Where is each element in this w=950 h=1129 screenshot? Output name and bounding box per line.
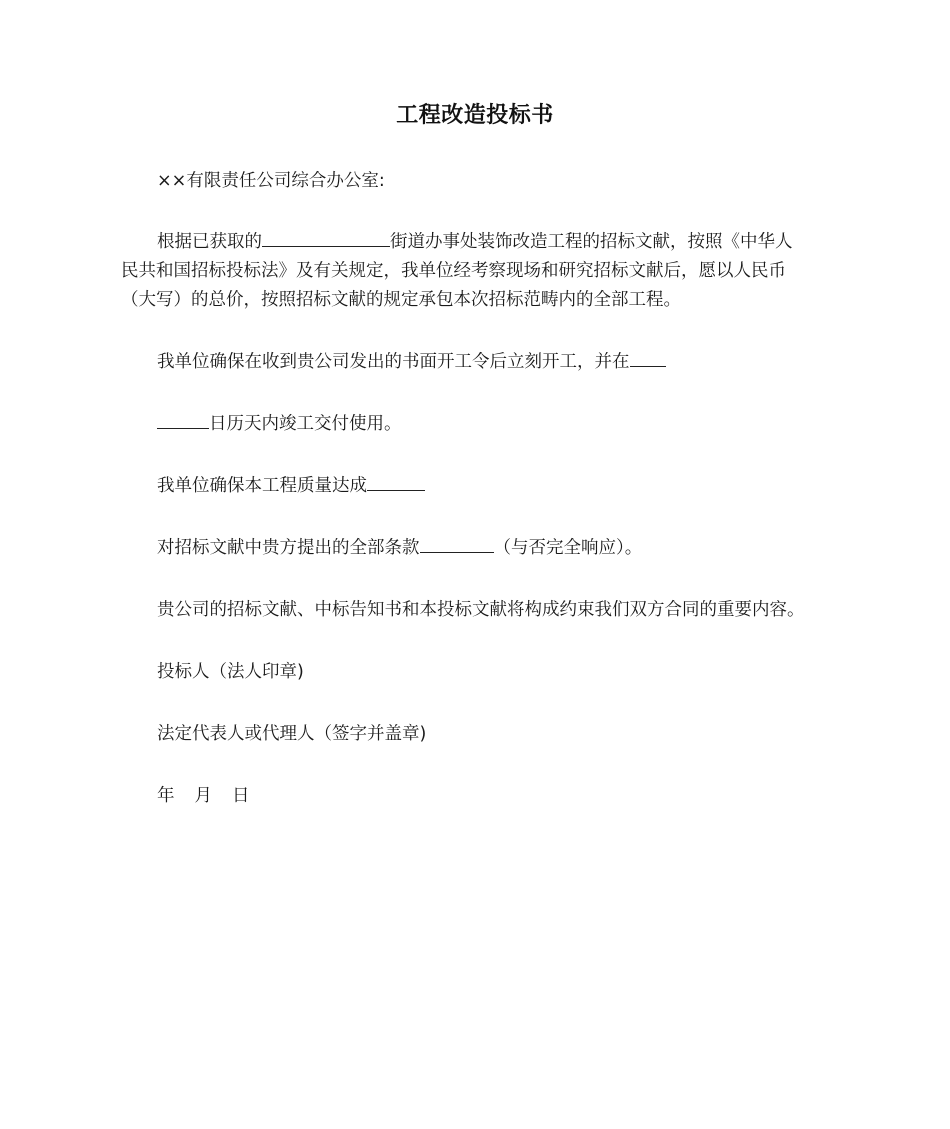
representative-signature-line: 法定代表人或代理人（签字并盖章) <box>157 724 427 744</box>
response-text-before: 对招标文献中贵方提出的全部条款 <box>157 538 420 558</box>
date-year: 年 <box>157 786 175 806</box>
days-blank-part-2 <box>157 410 209 429</box>
paragraph-completion <box>157 410 402 439</box>
document-title: 工程改造投标书 <box>396 103 554 128</box>
paragraph-bid-offer-line-3: （大写）的总价，按照招标文献的规定承包本次招标范畴内的全部工程。 <box>121 290 681 310</box>
paragraph-commencement <box>157 348 666 377</box>
paragraph-quality <box>157 472 425 501</box>
completion-text: 日历天内竣工交付使用。 <box>209 414 402 434</box>
bidder-seal-line: 投标人（法人印章) <box>157 662 304 682</box>
date-day: 日 <box>232 786 250 806</box>
days-blank-part-1 <box>630 348 666 367</box>
quality-blank <box>367 472 425 491</box>
date-month: 月 <box>194 786 212 806</box>
quality-text: 我单位确保本工程质量达成 <box>157 476 367 496</box>
paragraph-bid-offer <box>121 228 833 315</box>
bid-offer-intro: 根据已获取的 <box>157 232 262 252</box>
bid-offer-project-text: 街道办事处装饰改造工程的招标文献，按照《中华人 <box>390 232 793 252</box>
paragraph-bid-offer-line-1 <box>121 228 833 257</box>
commencement-text: 我单位确保在收到贵公司发出的书面开工令后立刻开工，并在 <box>157 352 630 372</box>
addressee: ××有限责任公司综合办公室: <box>157 171 385 191</box>
response-blank <box>420 534 494 553</box>
paragraph-response <box>157 534 642 563</box>
paragraph-bid-offer-line-2: 民共和国招标投标法》及有关规定，我单位经考察现场和研究招标文献后，愿以人民币 <box>121 261 786 281</box>
response-text-after: （与否完全响应）。 <box>493 538 643 558</box>
project-name-blank <box>262 228 390 247</box>
paragraph-contract-content: 贵公司的招标文献、中标告知书和本投标文献将构成约束我们双方合同的重要内容。 <box>157 600 805 620</box>
date-line <box>157 782 270 811</box>
